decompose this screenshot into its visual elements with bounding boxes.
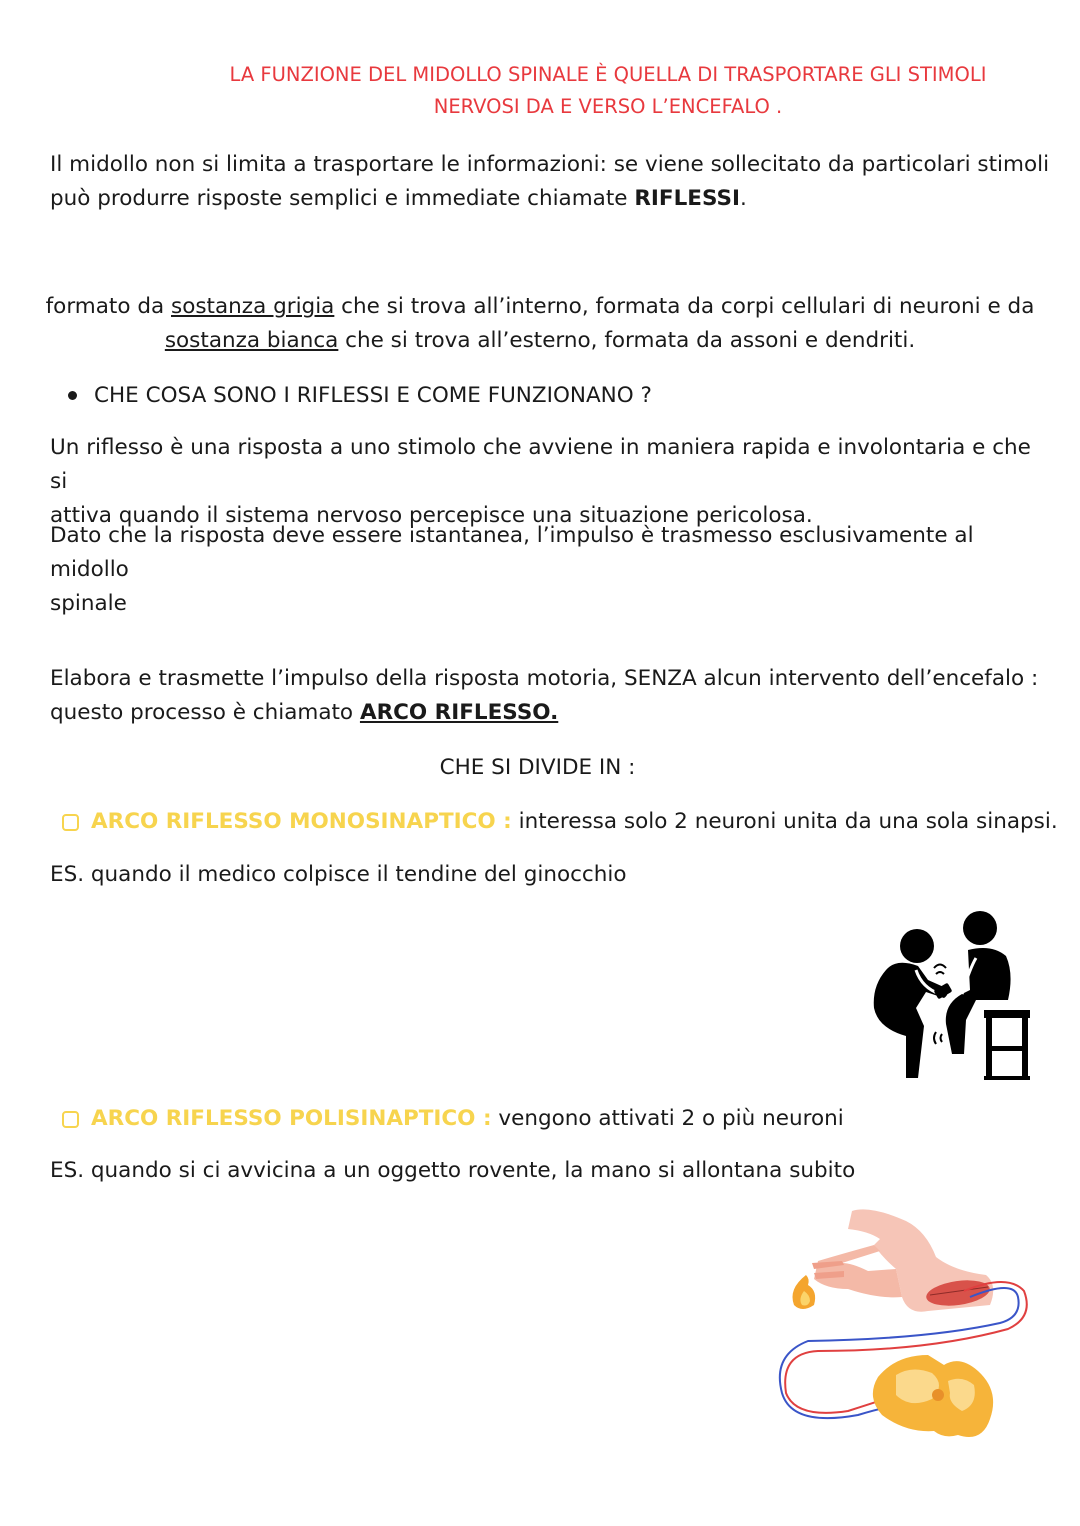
poli-label: ARCO RIFLESSO POLISINAPTICO : [91, 1106, 492, 1131]
arc-line-2: questo processo è chiamato ARCO RIFLESSO. [50, 700, 559, 725]
page-title [200, 59, 1016, 123]
impulse-line-1: Dato che la risposta deve essere istantanea, l’impulso è trasmesso esclusivamente al midollo [50, 523, 974, 582]
reflex-def-line-2: attiva quando il sistema nervoso percepisce una situazione pericolosa. [50, 503, 813, 528]
bullet-icon [68, 391, 77, 400]
doctor-body-icon [874, 963, 948, 1078]
poli-checkbox[interactable] [62, 1111, 79, 1128]
mono-text: interessa solo 2 neuroni unita da una sola sinapsi. [511, 809, 1058, 834]
grey-matter-term: sostanza grigia [171, 294, 335, 319]
withdrawal-reflex-illustration [778, 1205, 1038, 1445]
structure-paragraph [30, 290, 1050, 358]
structure-line-1: formato da sostanza grigia che si trova all’interno, formata da corpi cellulari di neuroni e da [45, 294, 1035, 319]
intro-paragraph [50, 148, 1050, 216]
knee-reflex-illustration [866, 908, 1036, 1086]
patient-head-icon [963, 911, 997, 945]
impulse-line-2: spinale [50, 591, 127, 616]
mono-checkbox[interactable] [62, 814, 79, 831]
mono-item [62, 805, 1062, 839]
question-bullet: CHE COSA SONO I RIFLESSI E COME FUNZIONANO ? [94, 383, 652, 408]
structure-line-2: sostanza bianca che si trova all’esterno, formata da assoni e dendriti. [164, 328, 916, 353]
title-line-1: LA FUNZIONE DEL MIDOLLO SPINALE È QUELLA DI TRASPORTARE GLI STIMOLI [229, 63, 987, 86]
arco-riflesso-term: ARCO RIFLESSO. [359, 700, 559, 725]
poli-example: ES. quando si ci avvicina a un oggetto rovente, la mano si allontana subito [50, 1158, 856, 1183]
divides-heading: CHE SI DIVIDE IN : [439, 755, 636, 780]
poli-item [62, 1102, 1062, 1136]
arc-paragraph [50, 662, 1050, 730]
patient-body-icon [946, 948, 1011, 1054]
riflessi-term: RIFLESSI [634, 186, 740, 211]
white-matter-term: sostanza bianca [164, 328, 339, 353]
intro-line-1: Il midollo non si limita a trasportare le informazioni: se viene sollecitato da particolari stimoli [50, 152, 1050, 177]
mono-label: ARCO RIFLESSO MONOSINAPTICO : [91, 809, 512, 834]
doctor-head-icon [900, 929, 934, 963]
mono-example: ES. quando il medico colpisce il tendine del ginocchio [50, 862, 627, 887]
reflex-def-line-1: Un riflesso è una risposta a uno stimolo che avviene in maniera rapida e involontaria e che si [50, 435, 1031, 494]
title-line-2: NERVOSI DA E VERSO L’ENCEFALO . [433, 95, 783, 118]
intro-line-2: può produrre risposte semplici e immediate chiamate RIFLESSI. [50, 186, 747, 211]
reflex-definition [50, 431, 1050, 533]
arc-line-1: Elabora e trasmette l’impulso della risposta motoria, SENZA alcun intervento dell’encefalo : [50, 666, 1039, 691]
impulse-paragraph [50, 519, 1050, 621]
poli-text: vengono attivati 2 o più neuroni [491, 1106, 844, 1131]
